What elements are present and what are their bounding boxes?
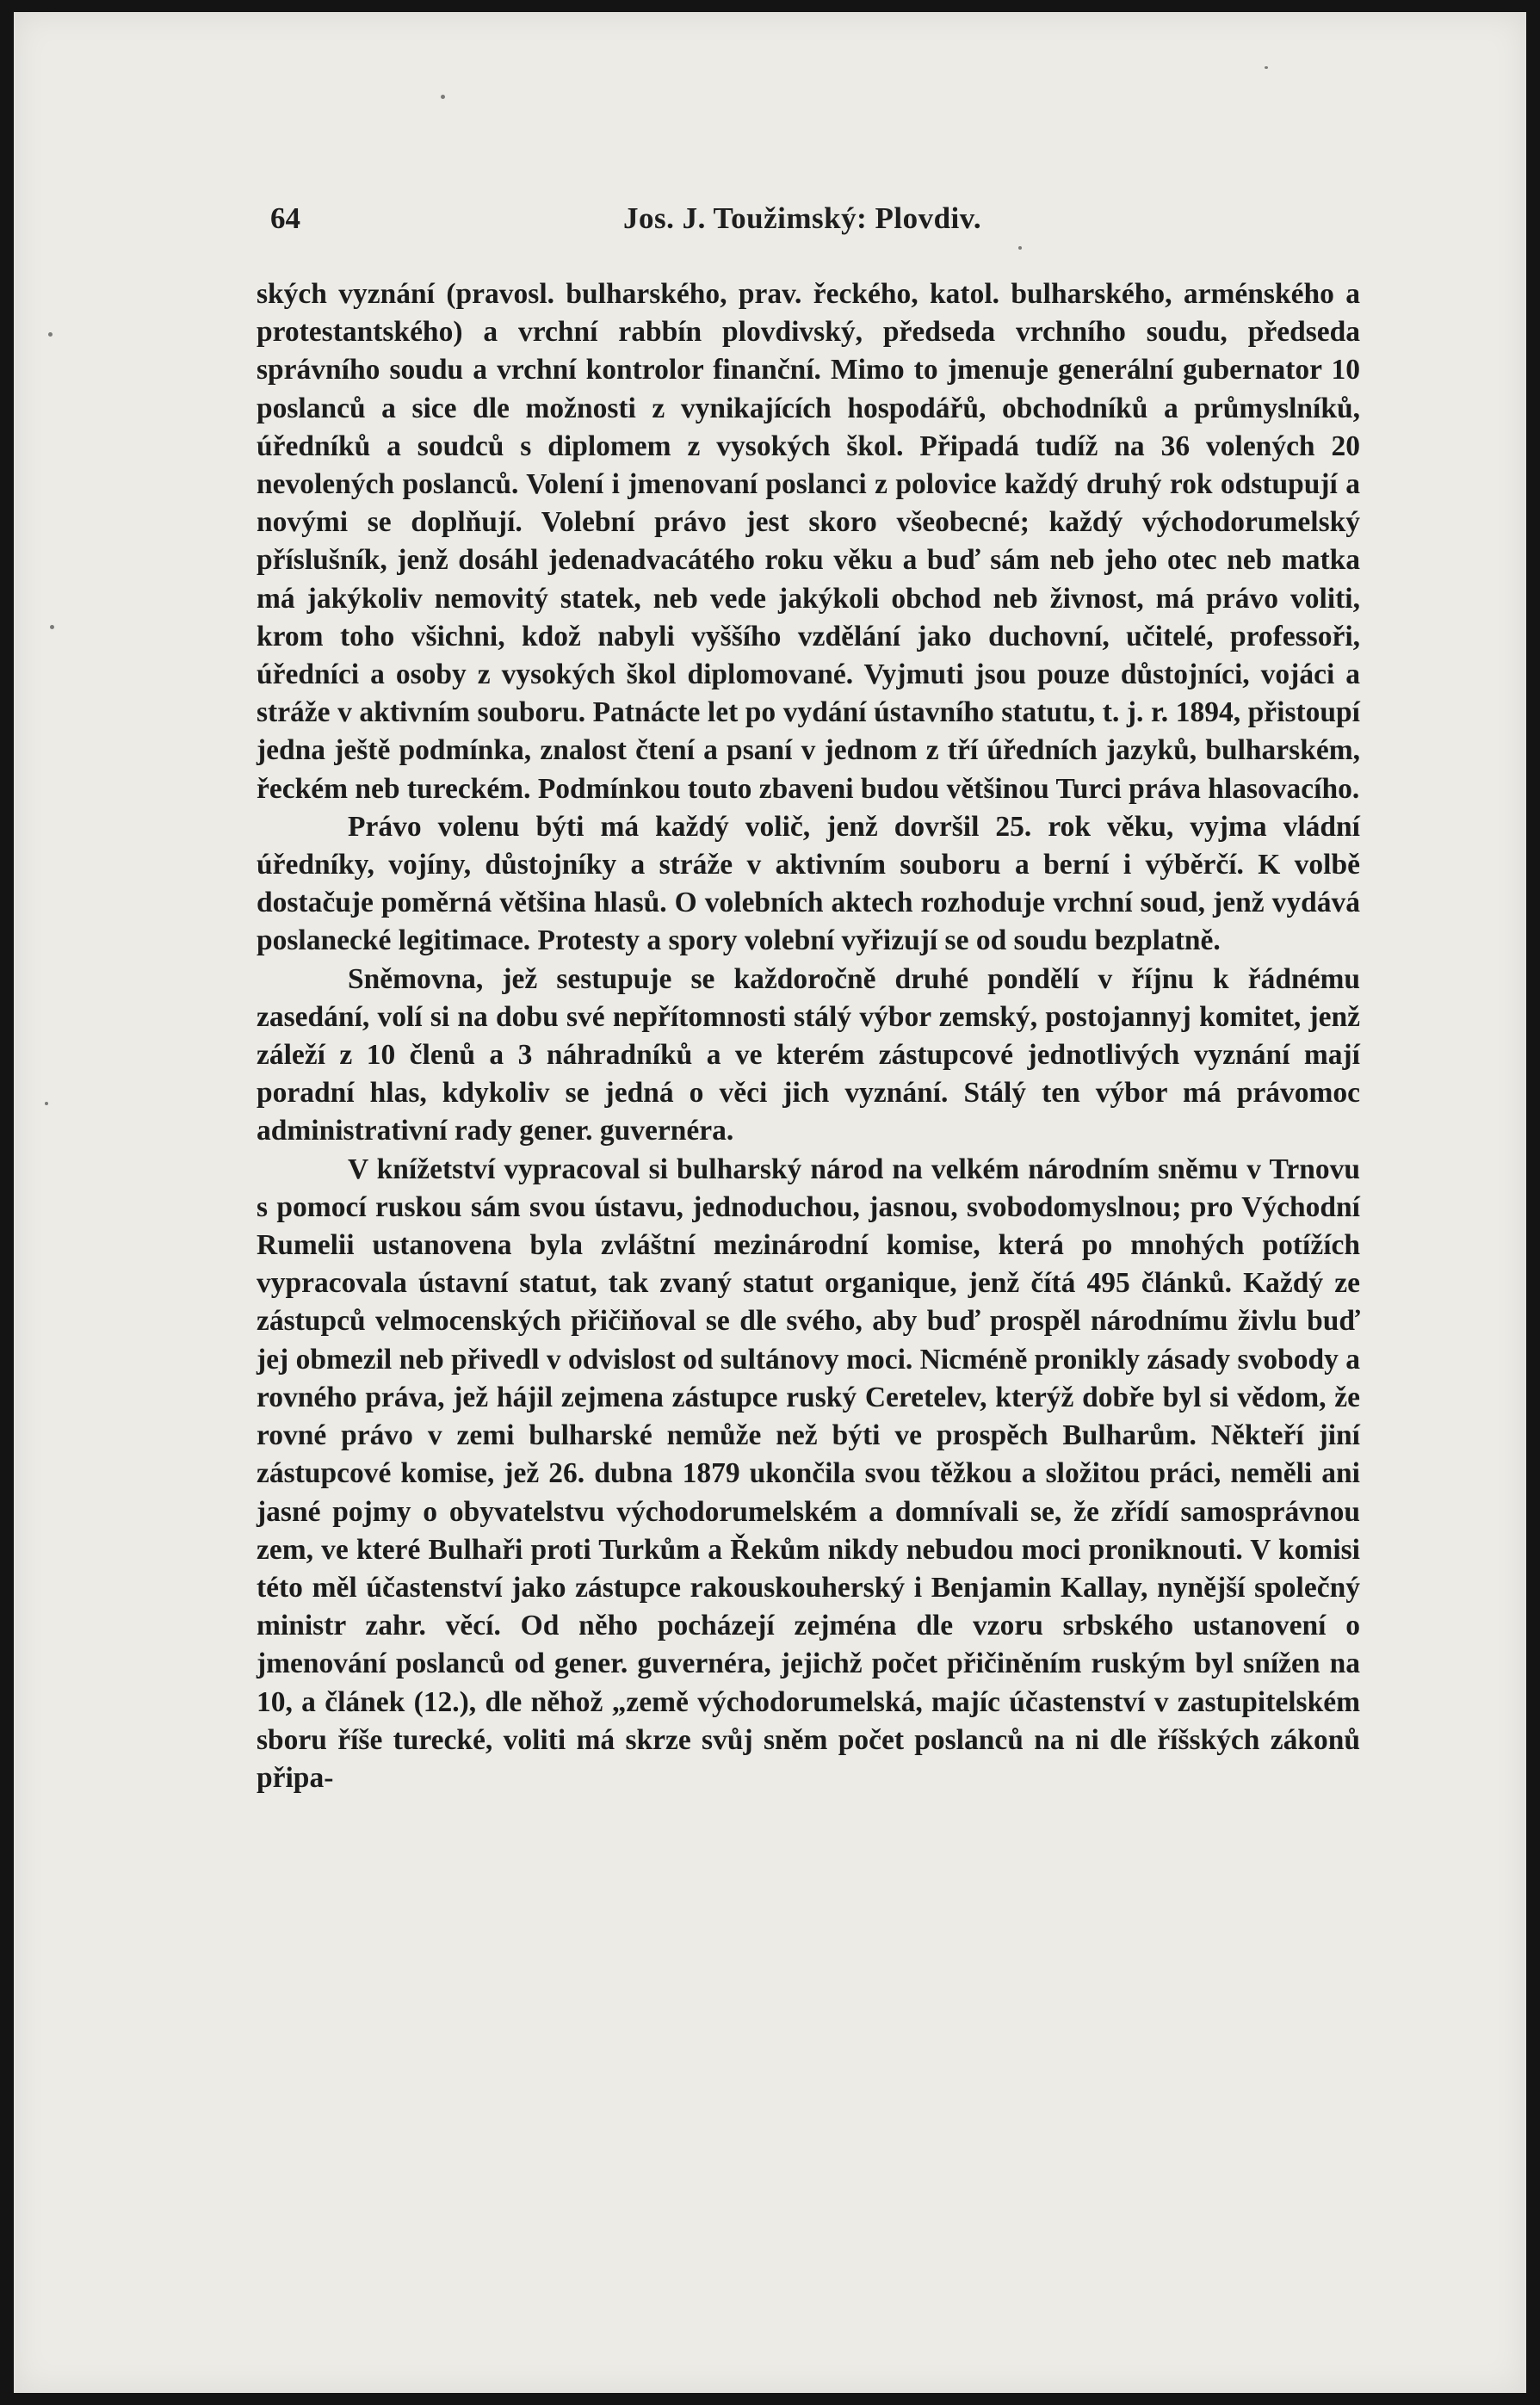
paper-speck <box>441 95 445 99</box>
body-text <box>257 275 1360 1797</box>
paragraph: Sněmovna, jež sestupuje se každoročně druhé pondělí v říjnu k řádnému zasedání, volí si na dobu své nepřítomnosti stálý výbor zemský, postojannyj komitet, jenž záleží z 10 členů a 3 náhradníků a ve kterém zástupcové jednotlivých vyznání mají poradní hlas, kdykoliv se jedná o věci jich vyznání. Stálý ten výbor má právomoc administrativní rady gener. guvernéra. <box>257 962 1360 1147</box>
running-title: Jos. J. Toužimský: Plovdiv. <box>623 201 982 235</box>
paper-speck <box>1265 66 1268 69</box>
paragraph: Právo volenu býti má každý volič, jenž dovršil 25. rok věku, vyjma vládní úředníky, vojíny, důstojníky a stráže v aktivním souboru a berní i výběrčí. K volbě dostačuje poměrná většina hlasů. O volebních aktech rozhoduje vrchní soud, jenž vydává poslanecké legitimace. Protesty a spory volební vyřizují se od soudu bezplatně. <box>257 810 1360 957</box>
running-header <box>270 201 1374 244</box>
paper-speck <box>48 332 53 337</box>
paper-speck <box>45 1102 48 1105</box>
page-number: 64 <box>270 201 300 235</box>
paper-speck <box>1018 246 1022 250</box>
paper-speck <box>50 625 54 629</box>
paragraph: V knížetství vypracoval si bulharský národ na velkém národním sněmu v Trnovu s pomocí ruskou sám svou ústavu, jednoduchou, jasnou, svobodomyslnou; pro Východní Rumelii ustanovena byla zvláštní mezinárodní komise, která po mnohých potížích vypracovala ústavní statut, tak zvaný statut organique, jenž čítá 495 článků. Každý ze zástupců velmocenských přičiňoval se dle svého, aby buď prospěl národnímu živlu buď jej obmezil neb přivedl v odvislost od sultánovy moci. Nicméně pronikly zásady svobody a rovného práva, jež hájil zejmena zástupce ruský Ceretelev, kterýž dobře byl si vědom, že rovné právo v zemi bulharské nemůže než býti ve prospěch Bulharům. Někteří jiní zástupcové komise, jež 26. dubna 1879 ukončila svou těžkou a složitou práci, neměli ani jasné pojmy o obyvatelstvu východorumelském a domnívali se, že zřídí samosprávnou zem, ve které Bulhaři proti Turkům a Řekům nikdy nebudou moci proniknouti. V komisi této měl účastenství jako zástupce rakouskouherský i Benjamin Kallay, nynější společný ministr zahr. věcí. Od něho pocházejí zejména dle vzoru srbského ustanovení o jmenování poslanců od gener. guvernéra, jejichž počet přičiněním ruským byl snížen na 10, a článek (12.), dle něhož „země východorumelská, majíc účastenství v zastupitelském sboru říše turecké, voliti má skrze svůj sněm počet poslanců na ni dle říšských zákonů připa- <box>257 1153 1360 1794</box>
paragraph: ských vyznání (pravosl. bulharského, prav. řeckého, katol. bulharského, arménského a protestantského) a vrchní rabbín plovdivský, předseda vrchního soudu, předseda správního soudu a vrchní kontrolor finanční. Mimo to jmenuje generální gubernator 10 poslanců a sice dle možnosti z vynikajících hospodářů, obchodníků a průmyslníků, úředníků a soudců s diplomem z vysokých škol. Připadá tudíž na 36 volených 20 nevolených poslanců. Volení i jmenovaní poslanci z polovice každý druhý rok odstupují a novými se doplňují. Volební právo jest skoro všeobecné; každý východorumelský příslušník, jenž dosáhl jedenadvacátého roku věku a buď sám neb jeho otec neb matka má jakýkoliv nemovitý statek, neb vede jakýkoli obchod neb živnost, má právo voliti, krom toho všichni, kdož nabyli vyššího vzdělání jako duchovní, učitelé, professoři, úředníci a osoby z vysokých škol diplomované. Vyjmuti jsou pouze důstojníci, vojáci a stráže v aktivním souboru. Patnácte let po vydání ústavního statutu, t. j. r. 1894, přistoupí jedna ještě podmínka, znalost čtení a psaní v jednom z tří úředních jazyků, bulharském, řeckém neb tureckém. Podmínkou touto zbaveni budou většinou Turci práva hlasovacího. <box>257 278 1360 805</box>
